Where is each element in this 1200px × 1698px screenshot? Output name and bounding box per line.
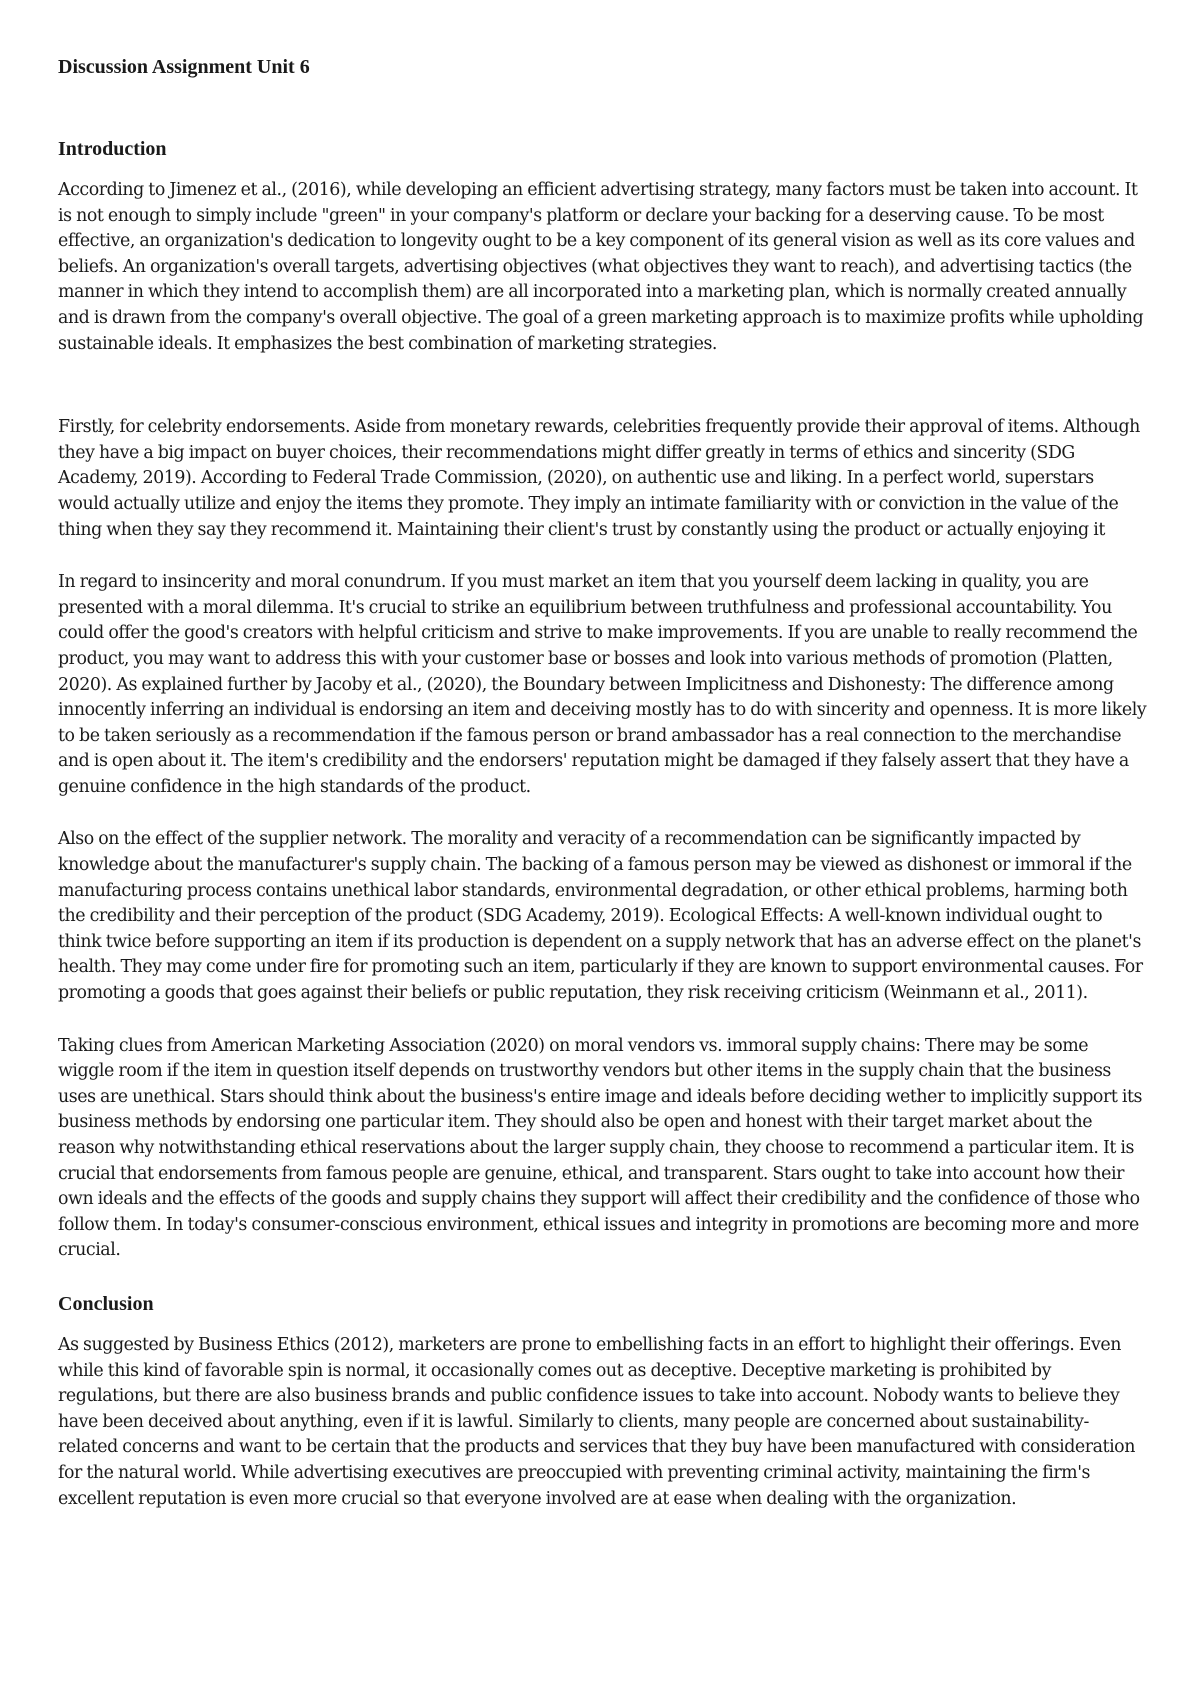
introduction-paragraph: According to Jimenez et al., (2016), while developing an efficient advertising strategy, many factors must be taken into account. It is not enough to simply include "green" in your company's platform or declare your backing for a deserving cause. To be most effective, an organization's dedication to longevity ought to be a key component of its general vision as well as its core values and beliefs. An organization's overall targets, advertising objectives (what objectives they want to reach), and advertising tactics (the manner in which they intend to accomplish them) are all incorporated into a marketing plan, which is normally created annually and is drawn from the company's overall objective. The goal of a green marketing approach is to maximize profits while upholding sustainable ideals. It emphasizes the best combination of marketing strategies.: [58, 180, 1144, 354]
conclusion-heading: Conclusion: [58, 1292, 154, 1315]
body-paragraph-supplier-network: Also on the effect of the supplier network. The morality and veracity of a recommendation can be significantly impacted by knowledge about the manufacturer's supply chain. The backing of a famous person may be viewed as dishonest or immoral if the manufacturing process contains unethical labor standards, environmental degradation, or other ethical problems, harming both the credibility and their perception of the product (SDG Academy, 2019). Ecological Effects: A well-known individual ought to think twice before supporting an item if its production is dependent on a supply network that has an adverse effect on the planet's health. They may come under fire for promoting such an item, particularly if they are known to support environmental causes. For promoting a goods that goes against their beliefs or public reputation, they risk receiving criticism (Weinmann et al., 2011).: [58, 829, 1143, 1004]
document-page: [58, 54, 1148, 1512]
spacer: [58, 1264, 1148, 1291]
body-paragraph-insincerity: In regard to insincerity and moral conundrum. If you must market an item that you yourself deem lacking in quality, you are presented with a moral dilemma. It's crucial to strike an equilibrium between truthfulness and professional accountability. You could offer the good's creators with helpful criticism and strive to make improvements. If you are unable to really recommend the product, you may want to address this with your customer base or bosses and look into various methods of promotion (Platten, 2020). As explained further by Jacoby et al., (2020), the Boundary between Implicitness and Dishonesty: The difference among innocently inferring an individual is endorsing an item and deceiving mostly has to do with sincerity and openness. It is more likely to be taken seriously as a recommendation if the famous person or brand ambassador has a real connection to the merchandise and is open about it. The item's credibility and the endorsers' reputation might be damaged if they falsely assert that they have a genuine confidence in the high standards of the product.: [58, 572, 1147, 797]
introduction-heading: Introduction: [58, 138, 167, 160]
spacer: [58, 357, 1148, 415]
spacer: [58, 1007, 1148, 1034]
document-title: Discussion Assignment Unit 6: [58, 56, 310, 78]
spacer: [58, 800, 1148, 827]
body-paragraph-celebrity-endorsements: Firstly, for celebrity endorsements. Aside from monetary rewards, celebrities frequently provide their approval of items. Although they have a big impact on buyer choices, their recommendations might differ greatly in terms of ethics and sincerity (SDG Academy, 2019). According to Federal Trade Commission, (2020), on authentic use and liking. In a perfect world, superstars would actually utilize and enjoy the items they promote. They imply an intimate familiarity with or conviction in the value of the thing when they say they recommend it. Maintaining their client's trust by constantly using the product or actually enjoying it: [58, 417, 1140, 540]
body-paragraph-supply-chains: Taking clues from American Marketing Association (2020) on moral vendors vs. immoral supply chains: There may be some wiggle room if the item in question itself depends on trustworthy vendors but other items in the supply chain that the business uses are unethical. Stars should think about the business's entire image and ideals before deciding wether to implicitly support its business methods by endorsing one particular item. They should also be open and honest with their target market about the reason why notwithstanding ethical reservations about the larger supply chain, they choose to recommend a particular item. It is crucial that endorsements from famous people are genuine, ethical, and transparent. Stars ought to take into account how their own ideals and the effects of the goods and supply chains they support will affect their credibility and the confidence of those who follow them. In today's consumer-conscious environment, ethical issues and integrity in promotions are becoming more and more crucial.: [58, 1035, 1142, 1261]
conclusion-paragraph: As suggested by Business Ethics (2012), marketers are prone to embellishing facts in an effort to highlight their offerings. Even while this kind of favorable spin is normal, it occasionally comes out as deceptive. Deceptive marketing is prohibited by regulations, but there are also business brands and public confidence issues to take into account. Nobody wants to believe they have been deceived about anything, even if it is lawful. Similarly to clients, many people are concerned about sustainability-related concerns and want to be certain that the products and services that they buy have been manufactured with consideration for the natural world. While advertising executives are preoccupied with preventing criminal activity, maintaining the firm's excellent reputation is even more crucial so that everyone involved are at ease when dealing with the organization.: [58, 1334, 1135, 1509]
spacer: [58, 543, 1148, 570]
